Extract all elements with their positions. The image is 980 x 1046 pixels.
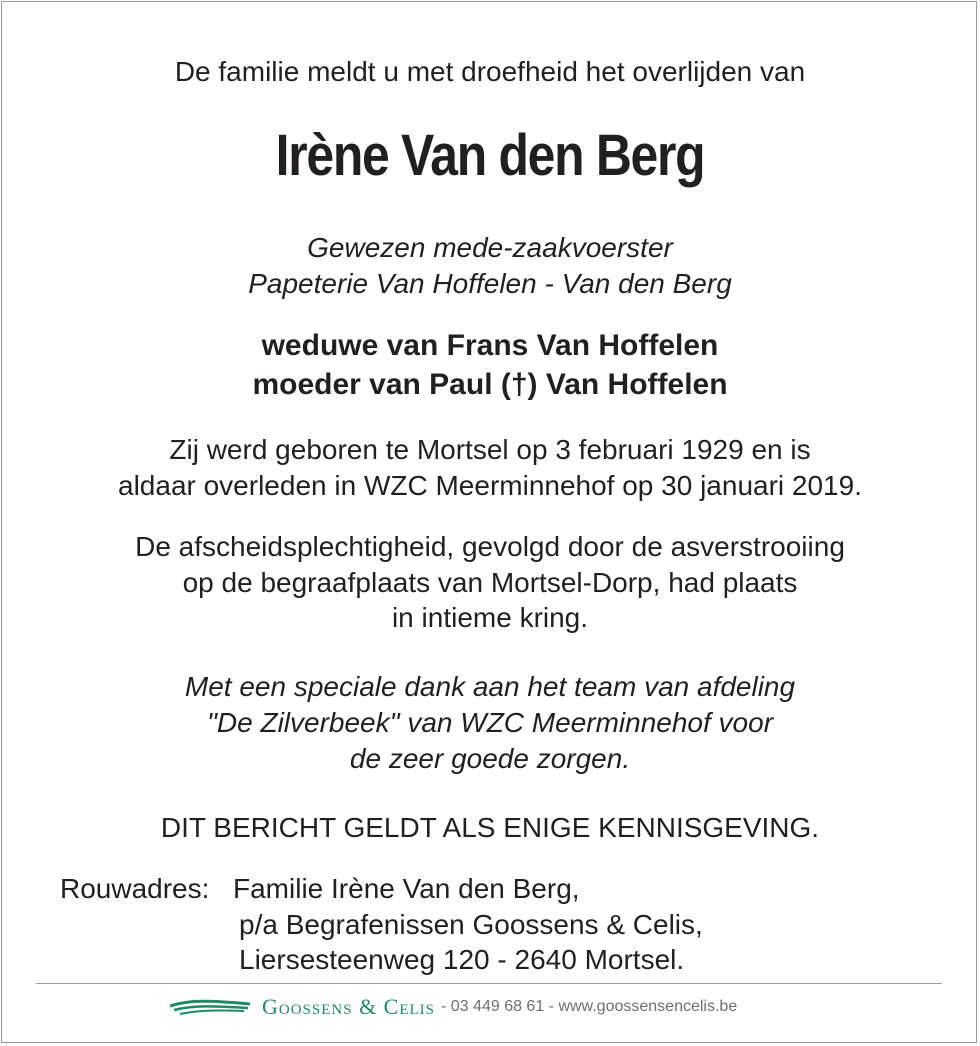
funeral-home-footer [170, 992, 850, 1022]
intro-text: De familie meldt u met droefheid het overlijden van [174, 56, 806, 87]
address-line-3: Liersesteenweg 120 - 2640 Mortsel. [239, 944, 685, 975]
relation-line-2: moeder van Paul (†) Van Hoffelen [252, 368, 728, 401]
funeral-home-contact: - 03 449 68 61 - www.goossensencelis.be [441, 998, 738, 1015]
thanks-line-2: "De Zilverbeek" van WZC Meerminnehof voor [206, 707, 774, 738]
wave-logo-icon [170, 998, 250, 1016]
notice-statement: DIT BERICHT GELDT ALS ENIGE KENNISGEVING. [160, 812, 820, 843]
birth-line-2: aldaar overleden in WZC Meerminnehof op 30 januari 2019. [118, 470, 862, 501]
funeral-home-name: Goossens & Celis [262, 994, 436, 1019]
obituary-card [1, 1, 977, 1043]
relation-line-1: weduwe van Frans Van Hoffelen [261, 329, 719, 362]
address-line-1: Familie Irène Van den Berg, [233, 873, 580, 904]
role-line-2: Papeterie Van Hoffelen - Van den Berg [248, 268, 732, 299]
address-label: Rouwadres: [60, 873, 210, 904]
address-line-2: p/a Begrafenissen Goossens & Celis, [239, 909, 703, 940]
role-line-1: Gewezen mede-zaakvoerster [307, 232, 673, 263]
thanks-line-3: de zeer goede zorgen. [349, 743, 631, 774]
deceased-name: Irène Van den Berg [275, 123, 705, 188]
footer-divider [36, 983, 942, 984]
ceremony-line-3: in intieme kring. [391, 602, 589, 633]
ceremony-line-2: op de begraafplaats van Mortsel-Dorp, had plaats [182, 567, 798, 598]
birth-line-1: Zij werd geboren te Mortsel op 3 februari 1929 en is [169, 434, 811, 465]
ceremony-line-1: De afscheidsplechtigheid, gevolgd door de asverstrooiing [135, 531, 845, 562]
thanks-line-1: Met een speciale dank aan het team van afdeling [184, 671, 796, 702]
